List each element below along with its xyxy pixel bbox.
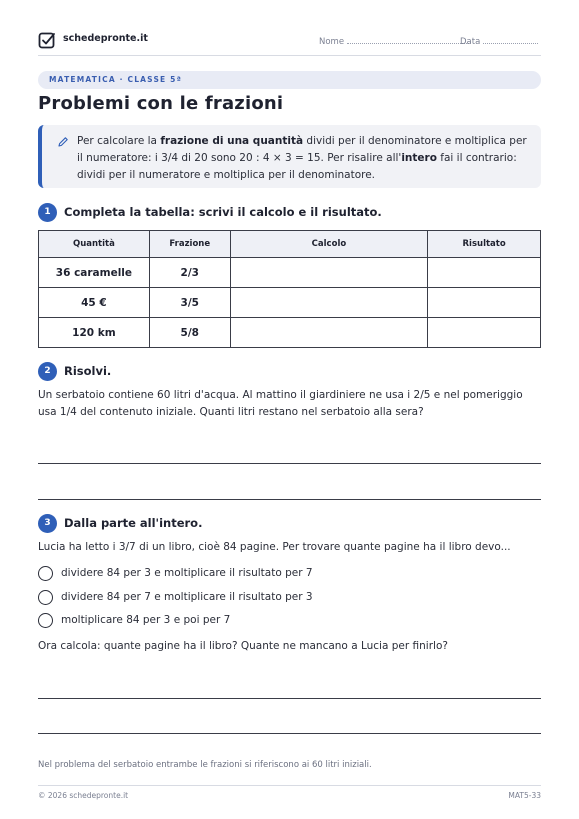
fraction-cell: 3/5: [149, 288, 230, 318]
section-number: 3: [38, 514, 57, 533]
answer-line[interactable]: [38, 698, 541, 699]
fraction-cell: 5/8: [149, 318, 230, 348]
answer-line[interactable]: [38, 499, 541, 500]
problem-text: Lucia ha letto i 3/7 di un libro, cioè 84 pagine. Per trovare quante pagine ha il libro devo...: [38, 541, 511, 553]
info-text-part: fai il contrario: dividi per il numeratore e moltiplica per il denominatore.: [77, 152, 517, 181]
result-cell[interactable]: [428, 318, 541, 348]
page-title: Problemi con le frazioni: [38, 93, 284, 114]
pencil-icon: [57, 136, 69, 148]
question-text: Ora calcola: quante pagine ha il libro? Quante ne mancano a Lucia per finirlo?: [38, 640, 448, 652]
name-line: [347, 36, 469, 44]
quantity-cell: 45 €: [39, 288, 150, 318]
option-label: dividere 84 per 7 e moltiplicare il risultato per 3: [61, 591, 313, 603]
info-bold-term: frazione di una quantità: [160, 135, 304, 147]
table-row: [39, 318, 541, 348]
column-header: Quantità: [39, 231, 150, 258]
radio-circle-icon[interactable]: [38, 590, 53, 605]
result-cell[interactable]: [428, 288, 541, 318]
section-1-heading: [38, 203, 541, 223]
copyright: © 2026 schedepronte.it: [38, 791, 129, 800]
fractions-table: [38, 230, 541, 348]
column-header: Calcolo: [230, 231, 427, 258]
info-box: [38, 125, 541, 188]
section-3-heading: [38, 514, 541, 534]
checkbox-logo-icon: [38, 31, 56, 49]
table-row: [39, 258, 541, 288]
date-line: [483, 36, 538, 44]
subject-bar: [38, 71, 541, 89]
column-header: Frazione: [149, 231, 230, 258]
option-label: moltiplicare 84 per 3 e poi per 7: [61, 614, 231, 626]
fraction-cell: 2/3: [149, 258, 230, 288]
table-row: [39, 288, 541, 318]
calculation-cell[interactable]: [230, 318, 427, 348]
answer-line[interactable]: [38, 733, 541, 734]
quantity-cell: 120 km: [39, 318, 150, 348]
sheet-code: MAT5-33: [508, 791, 541, 800]
section-number: 2: [38, 362, 57, 381]
problem-text: Un serbatoio contiene 60 litri d'acqua. Al mattino il giardiniere ne usa i 2/5 e nel pomeriggio usa 1/4 del contenuto iniziale. Quanti litri restano nel serbatoio alla sera?: [38, 389, 523, 418]
section-number: 1: [38, 203, 57, 222]
name-label: Nome: [319, 37, 345, 47]
section-title: Completa la tabella: scrivi il calcolo e il risultato.: [64, 205, 382, 219]
column-header: Risultato: [428, 231, 541, 258]
subject-label: MATEMATICA · CLASSE 5ª: [49, 75, 183, 84]
date-field[interactable]: [460, 36, 538, 47]
calculation-cell[interactable]: [230, 288, 427, 318]
quantity-cell: 36 caramelle: [39, 258, 150, 288]
result-cell[interactable]: [428, 258, 541, 288]
footer-divider: [38, 785, 541, 786]
option-label: dividere 84 per 3 e moltiplicare il risultato per 7: [61, 567, 313, 579]
info-text-part: Per calcolare la: [77, 135, 161, 147]
radio-circle-icon[interactable]: [38, 566, 53, 581]
section-title: Risolvi.: [64, 364, 112, 378]
info-bold-term: intero: [401, 152, 437, 164]
page-header: [38, 28, 541, 56]
answer-line[interactable]: [38, 463, 541, 464]
radio-circle-icon[interactable]: [38, 613, 53, 628]
info-text: [77, 133, 532, 184]
brand-name: schedepronte.it: [63, 33, 148, 44]
section-2-heading: [38, 362, 541, 382]
table-header-row: [39, 231, 541, 258]
section-title: Dalla parte all'intero.: [64, 516, 203, 530]
info-text-part: dividi per il denominatore e moltiplica per il numeratore: i 3/4 di 20 sono 20 : 4 × 3 = 15. Per risalire all': [77, 135, 527, 164]
calculation-cell[interactable]: [230, 258, 427, 288]
footnote: Nel problema del serbatoio entrambe le frazioni si riferiscono ai 60 litri iniziali.: [38, 760, 372, 770]
name-field[interactable]: [319, 36, 469, 47]
date-label: Data: [460, 37, 481, 47]
